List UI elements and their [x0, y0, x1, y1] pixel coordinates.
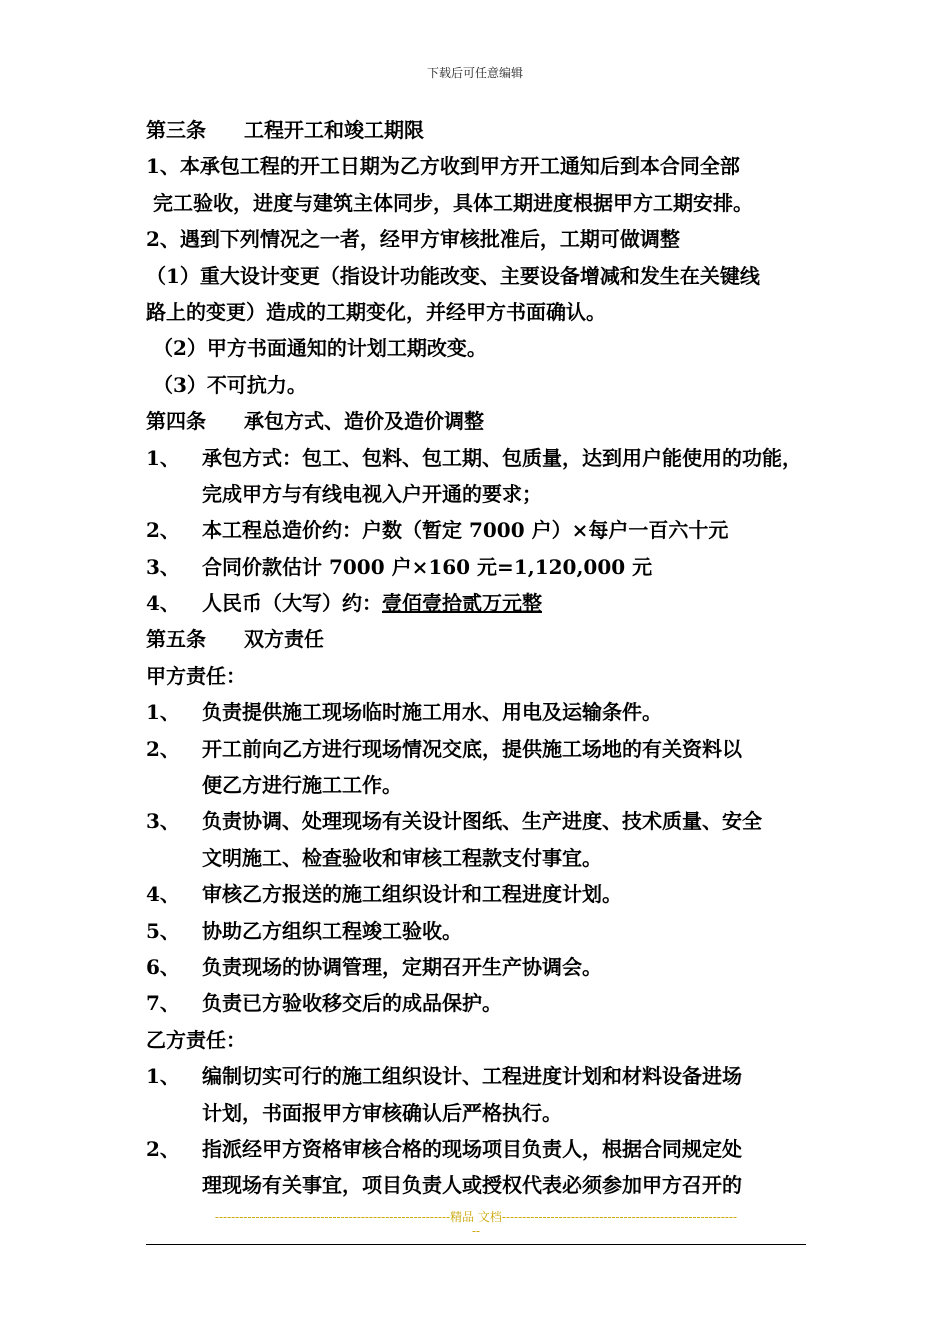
article-4-item-4: 4、 人民币（大写）约： 壹佰壹拾贰万元整: [146, 585, 816, 621]
footer-watermark-line: ----------------------------------------------------------精品 文档----------------------------------------------------------: [214, 1210, 738, 1224]
article-3-sub-3: （3）不可抗力。: [146, 372, 307, 397]
page-footer: [146, 1210, 806, 1238]
document-body: [146, 112, 816, 1204]
party-a-item-5: 5、 协助乙方组织工程竣工验收。: [146, 918, 462, 943]
amount-in-words: 壹佰壹拾贰万元整: [382, 591, 542, 616]
party-a-item-7: 7、 负责已方验收移交后的成品保护。: [146, 991, 502, 1016]
article-3-sub-1b: 路上的变更）造成的工期变化，并经甲方书面确认。: [146, 299, 606, 324]
footer-watermark-line-2: --: [471, 1224, 481, 1238]
party-a-item-2-cont: 便乙方进行施工工作。: [202, 773, 402, 798]
article-4-item-1: 1、 承包方式：包工、包料、包工期、包质量，达到用户能使用的功能，: [146, 445, 802, 470]
party-a-item-1: 1、 负责提供施工现场临时施工用水、用电及运输条件。: [146, 700, 662, 725]
party-a-item-6: 6、 负责现场的协调管理，定期召开生产协调会。: [146, 954, 602, 979]
party-a-item-4: 4、 审核乙方报送的施工组织设计和工程进度计划。: [146, 882, 622, 907]
article-4-item-1-cont: 完成甲方与有线电视入户开通的要求；: [202, 481, 542, 506]
party-a-item-2: 2、 开工前向乙方进行现场情况交底，提供施工场地的有关资料以: [146, 736, 742, 761]
party-b-item-1: 1、 编制切实可行的施工组织设计、工程进度计划和材料设备进场: [146, 1064, 742, 1089]
article-3-para-2: 2、遇到下列情况之一者，经甲方审核批准后，工期可做调整: [146, 227, 680, 252]
party-b-item-2-cont: 理现场有关事宜，项目负责人或授权代表必须参加甲方召开的: [202, 1173, 742, 1198]
party-b-heading: 乙方责任：: [146, 1027, 246, 1052]
article-4-title: 第四条 承包方式、造价及造价调整: [146, 409, 484, 434]
party-b-item-2: 2、 指派经甲方资格审核合格的现场项目负责人，根据合同规定处: [146, 1136, 742, 1161]
article-4-item-3: 3、 合同价款估计 7000 户×160 元=1,120,000 元: [146, 554, 653, 579]
article-3-sub-2: （2）甲方书面通知的计划工期改变。: [146, 336, 487, 361]
article-3-title: 第三条 工程开工和竣工期限: [146, 118, 424, 142]
party-a-heading: 甲方责任：: [146, 663, 246, 688]
article-3-para-1a: 1、本承包工程的开工日期为乙方收到甲方开工通知后到本合同全部: [146, 154, 740, 179]
party-a-item-3: 3、 负责协调、处理现场有关设计图纸、生产进度、技术质量、安全: [146, 809, 762, 834]
page-header: 下载后可任意编辑: [426, 66, 523, 80]
article-5-title: 第五条 双方责任: [146, 627, 324, 652]
party-b-item-1-cont: 计划，书面报甲方审核确认后严格执行。: [202, 1100, 562, 1125]
party-a-item-3-cont: 文明施工、检查验收和审核工程款支付事宜。: [202, 845, 602, 870]
article-3-para-1b: 完工验收，进度与建筑主体同步，具体工期进度根据甲方工期安排。: [146, 190, 753, 215]
article-4-item-2: 2、 本工程总造价约：户数（暂定 7000 户）×每户一百六十元: [146, 518, 729, 543]
footer-divider: [146, 1244, 806, 1245]
article-3-sub-1a: （1）重大设计变更（指设计功能改变、主要设备增减和发生在关键线: [146, 263, 760, 288]
